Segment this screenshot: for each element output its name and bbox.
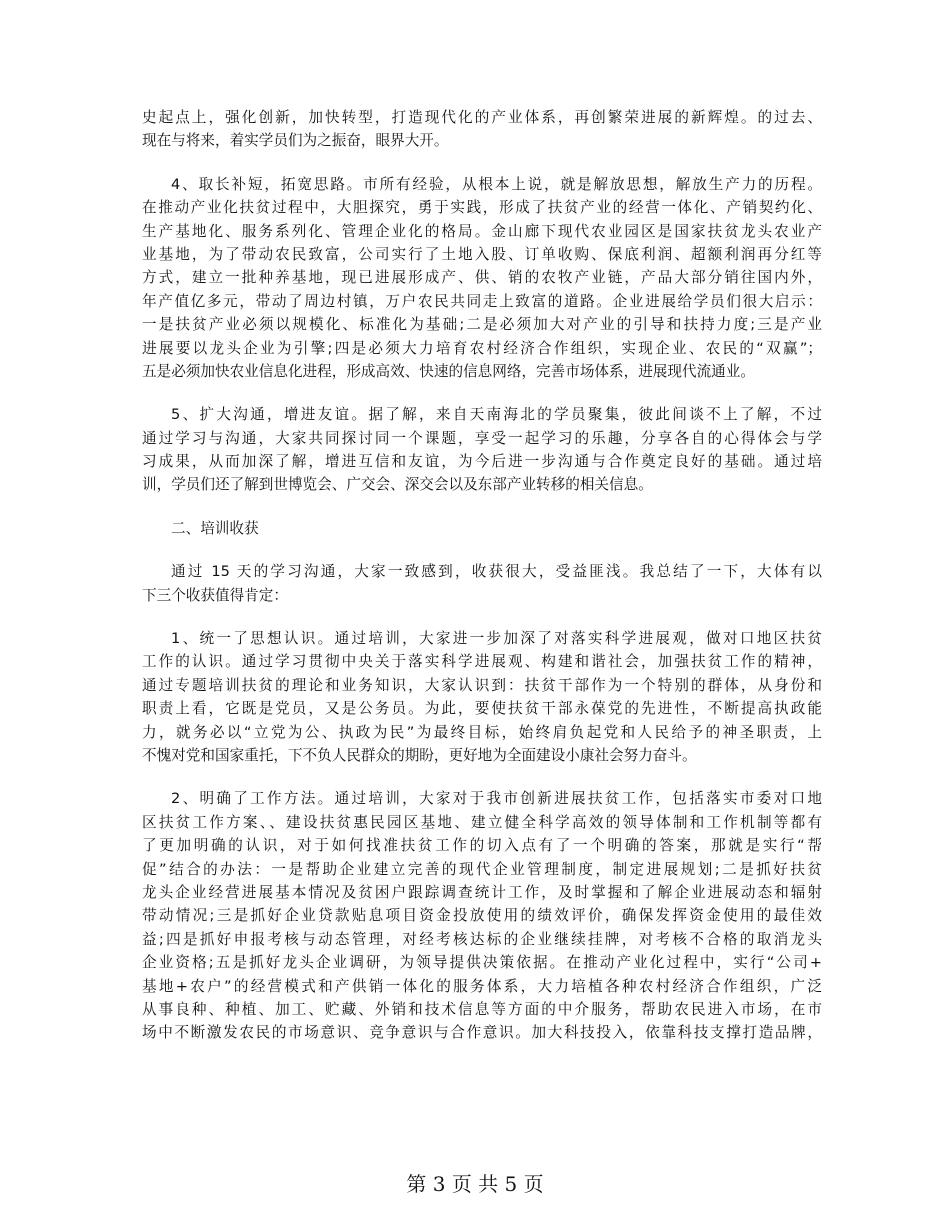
text-line: 进展要以龙头企业为引擎;四是必须大力培育农村经济合作组织，实现企业、农民的“双赢”； — [142, 339, 822, 357]
text-line: 促”结合的办法：一是帮助企业建立完善的现代企业管理制度，制定进展规划;二是抓好扶贫 — [142, 860, 822, 878]
text-line: 5、扩大沟通，增进友谊。据了解，来自天南海北的学员聚集，彼此间谈不上了解，不过 — [171, 406, 822, 424]
text-line: 企业资格;五是抓好龙头企业调研，为领导提供决策依据。在推动产业化过程中，实行“公司+ — [142, 954, 822, 972]
paragraph — [142, 173, 822, 384]
paragraph — [142, 106, 822, 153]
text-line: 益;四是抓好申报考核与动态管理，对经考核达标的企业继续挂牌，对考核不合格的取消龙头 — [142, 930, 822, 948]
text-line: 1、统一了思想认识。通过培训，大家进一步加深了对落实科学进展观，做对口地区扶贫 — [171, 630, 822, 648]
text-line: 业基地，为了带动农民致富，公司实行了土地入股、订单收购、保底利润、超额利润再分红等 — [142, 245, 822, 263]
text-line: 不愧对党和国家重托，下不负人民群众的期盼，更好地为全面建设小康社会努力奋斗。 — [142, 746, 697, 764]
text-line: 基地+农户”的经营模式和产供销一体化的服务体系，大力培植各种农村经济合作组织，广泛 — [142, 977, 822, 995]
paragraph — [142, 403, 822, 497]
text-line: 带动情况;三是抓好企业贷款贴息项目资金投放使用的绩效评价，确保发挥资金使用的最佳效 — [142, 907, 822, 925]
text-line: 现在与将来，着实学员们为之振奋，眼界大开。 — [142, 132, 449, 150]
text-line: 训，学员们还了解到世博览会、广交会、深交会以及东部产业转移的相关信息。 — [142, 476, 653, 494]
text-line: 史起点上，强化创新，加快转型，打造现代化的产业体系，再创繁荣进展的新辉煌。的过去、 — [142, 109, 822, 126]
text-line: 从事良种、种植、加工、贮藏、外销和技术信息等方面的中介服务，帮助农民进入市场，在市 — [142, 1000, 822, 1018]
text-line: 一是扶贫产业必须以规模化、标准化为基础;二是必须加大对产业的引导和扶持力度;三是产业 — [142, 316, 822, 334]
text-line: 4、取长补短，拓宽思路。市所有经验，从根本上说，就是解放思想，解放生产力的历程。 — [171, 175, 822, 193]
paragraph — [142, 627, 822, 767]
text-line: 2、明确了工作方法。通过培训，大家对于我市创新进展扶贫工作，包括落实市委对口地 — [171, 790, 822, 808]
text-line: 龙头企业经营进展基本情况及贫困户跟踪调查统计工作，及时掌握和了解企业进展动态和辐射 — [142, 883, 822, 901]
text-line: 职责上看，它既是党员，又是公务员。为此，要使扶贫干部永葆党的先进性，不断提高执政能 — [142, 700, 822, 718]
text-line: 通过学习与沟通，大家共同探讨同一个课题，享受一起学习的乐趣，分享各自的心得体会与学 — [142, 429, 822, 447]
text-line: 方式，建立一批种养基地，现已进展形成产、供、销的农牧产业链，产品大部分销往国内外， — [142, 269, 822, 287]
text-line: 生产基地化、服务系列化、管理企业化的格局。金山廊下现代农业园区是国家扶贫龙头农业产 — [142, 222, 822, 240]
text-line: 了更加明确的认识，对于如何找准扶贫工作的切入点有了一个明确的答案，那就是实行“帮 — [142, 837, 822, 855]
text-line: 力，就务必以“立党为公、执政为民”为最终目标，始终肩负起党和人民给予的神圣职责，上 — [142, 723, 822, 741]
text-line: 年产值亿多元，带动了周边村镇，万户农民共同走上致富的道路。企业进展给学员们很大启示： — [142, 292, 822, 310]
text-line: 工作的认识。通过学习贯彻中央关于落实科学进展观、构建和谐社会，加强扶贫工作的精神， — [142, 653, 822, 671]
text-line: 区扶贫工作方案、、建设扶贫惠民园区基地、建立健全科学高效的领导体制和工作机制等都有 — [142, 813, 822, 831]
text-line: 习成果，从而加深了解，增进互信和友谊，为今后进一步沟通与合作奠定良好的基础。通过培 — [142, 453, 822, 471]
document-body — [142, 106, 822, 1065]
text-line: 下三个收获值得肯定： — [142, 586, 288, 604]
paragraph — [142, 517, 822, 540]
text-line: 二、培训收获 — [171, 519, 259, 537]
text-line: 通过 15 天的学习沟通，大家一致感到，收获很大，受益匪浅。我总结了一下，大体有以 — [171, 563, 822, 581]
text-line: 场中不断激发农民的市场意识、竞争意识与合作意识。加大科技投入，依靠科技支撑打造品牌， — [142, 1024, 822, 1042]
text-line: 在推动产业化扶贫过程中，大胆探究，勇于实践，形成了扶贫产业的经营一体化、产销契约化、 — [142, 199, 822, 217]
page-footer: 第 3 页 共 5 页 — [406, 1172, 544, 1196]
paragraph — [142, 560, 822, 607]
text-line: 五是必须加快农业信息化进程，形成高效、快速的信息网络，完善市场体系，进展现代流通业。 — [142, 362, 755, 380]
paragraph — [142, 787, 822, 1044]
text-line: 通过专题培训扶贫的理论和业务知识，大家认识到：扶贫干部作为一个特别的群体，从身份和 — [142, 676, 822, 694]
